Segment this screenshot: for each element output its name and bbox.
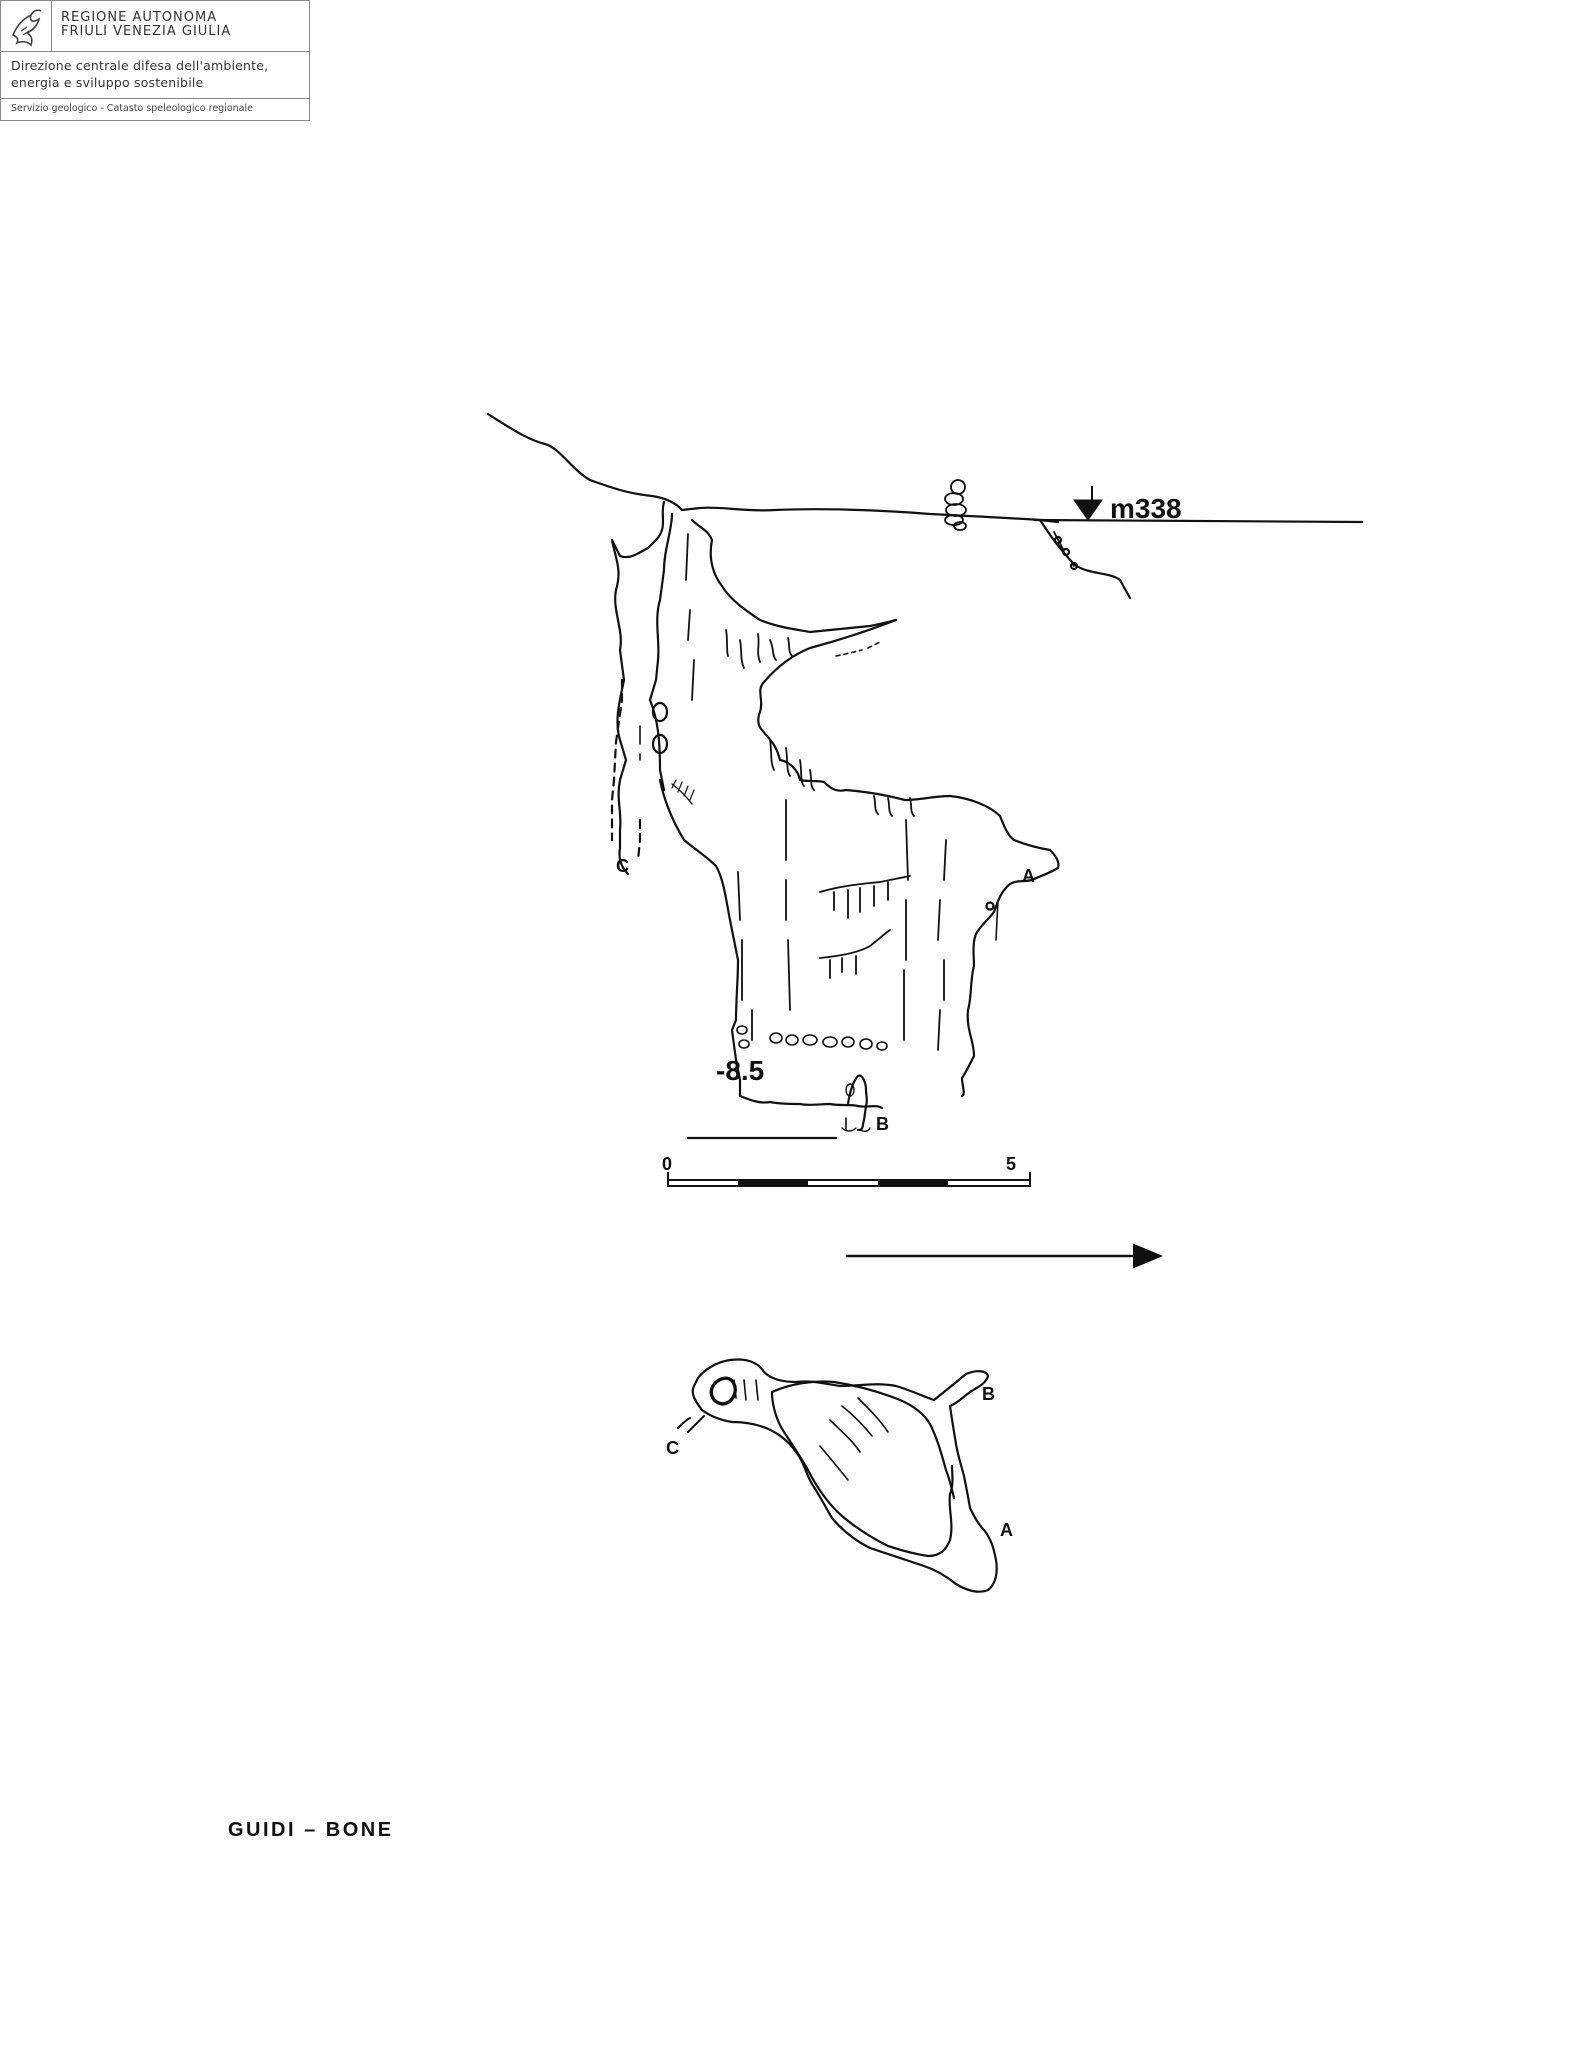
label-point-b-section: B [876,1114,889,1134]
depth-label: -8.5 [716,1055,765,1086]
label-point-b-plan: B [982,1384,995,1404]
lower-right-wall [962,966,974,1096]
hatched-ledge [672,784,692,804]
triangle-down-icon [1074,500,1102,520]
plan-chamber-divider [772,1381,954,1498]
label-point-a-section: A [1022,866,1035,886]
stalactites-lower [820,876,910,918]
cairn-icon [945,480,966,530]
elevation-label: m338 [1110,493,1182,524]
directorate-line-2: energia e sviluppo sostenibile [11,75,204,90]
label-point-a-plan: A [1000,1520,1013,1540]
plan-c-passage [678,1416,704,1432]
upper-chamber-outline [692,520,896,632]
plan-floor-hatching [734,1380,888,1480]
label-point-c-section: C [616,856,629,876]
lower-left-wall [660,780,738,1030]
service-name: Servizio geologico - Catasto speleologico regionale [11,103,253,114]
scale-bar [662,1154,1030,1186]
elevation-marker [1074,486,1182,524]
upper-chamber-floor [758,620,896,730]
region-line-1: REGIONE AUTONOMA [61,10,218,25]
ground-line-right [1035,520,1362,522]
region-line-2: FRIULI VENEZIA GIULIA [61,24,232,39]
plan-view [678,1360,997,1592]
stalactites-upper [726,630,792,668]
directorate-line-1: Direzione centrale difesa dell'ambiente, [11,58,269,73]
floor-detail-upper [836,642,880,656]
outcrop-a [974,816,1059,966]
scale-start-label: 0 [662,1154,673,1174]
middle-chamber-roof [762,730,1000,816]
cave-left-wall [612,502,664,874]
floor-boulders [737,1026,887,1050]
authors-label: GUIDI – BONE [228,1819,394,1841]
scale-end-label: 5 [1006,1154,1017,1174]
plan-inner-hole [711,1378,735,1404]
stalactites-middle [770,740,914,816]
label-point-c-plan: C [666,1438,679,1458]
ground-surface-line [488,414,1058,522]
cave-c-passage-right [638,820,640,860]
stalactites-lower-2 [820,930,890,978]
section-view [488,414,1362,1138]
